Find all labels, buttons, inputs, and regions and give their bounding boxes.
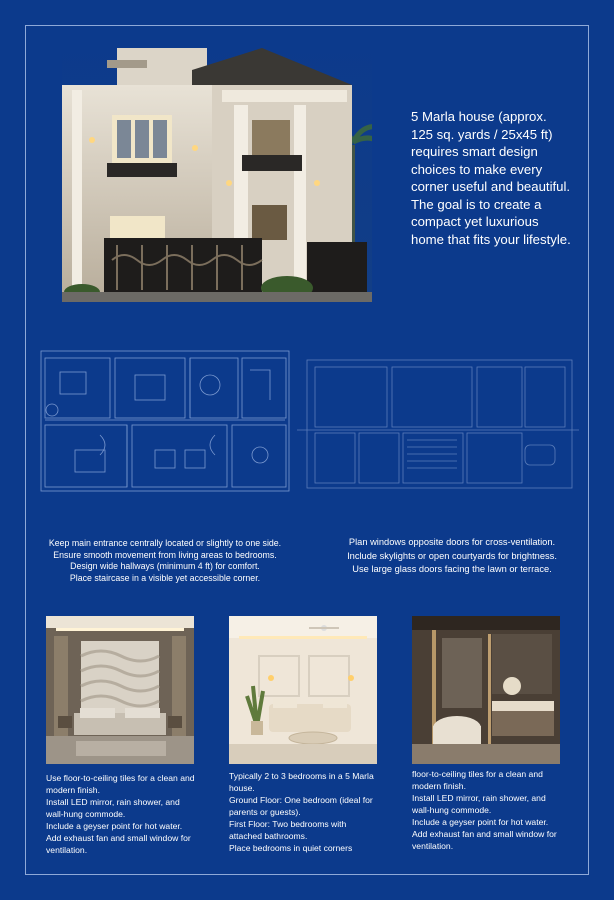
tip-line: Use large glass doors facing the lawn or terrace. — [352, 564, 552, 574]
tip-line: Ensure smooth movement from living areas to bedrooms. — [53, 549, 277, 560]
furnished-floor-plan — [40, 350, 290, 492]
house-exterior-image — [62, 30, 372, 302]
caption-line: Use floor-to-ceiling tiles for a clean and modern finish. — [46, 773, 195, 795]
intro-paragraph: 5 Marla house (approx. 125 sq. yards / 25x45 ft) requires smart design choices to make every corner useful and beautiful. The goal is to create a compact yet luxurious home that fits your lifestyle. — [411, 109, 571, 247]
caption-line: Ground Floor: One bedroom (ideal for parents or guests). — [229, 795, 373, 817]
tip-line: Keep main entrance centrally located or slightly to one side. — [48, 538, 282, 548]
caption-line: Place bedrooms in quiet corners — [229, 843, 353, 853]
caption-line: Add exhaust fan and small window for ventilation. — [46, 833, 191, 855]
bathroom-caption — [412, 768, 562, 852]
caption-line: Add exhaust fan and small window for ventilation. — [412, 829, 557, 851]
caption-line: Install LED mirror, rain shower, and wall-hung commode. — [46, 797, 180, 819]
tip-line: Include skylights or open courtyards for brightness. — [347, 550, 557, 561]
tip-line: Design wide hallways (minimum 4 ft) for comfort. — [70, 561, 260, 571]
living-room-caption — [229, 770, 379, 854]
lighting-tips — [324, 536, 580, 577]
caption-line: Include a geyser point for hot water. — [46, 821, 183, 831]
caption-line: Include a geyser point for hot water. — [412, 817, 549, 827]
living-room-image — [229, 616, 377, 764]
caption-line: floor-to-ceiling tiles for a clean and modern finish. — [412, 769, 543, 791]
caption-line: Typically 2 to 3 bedrooms in a 5 Marla house. — [229, 771, 374, 793]
caption-line: First Floor: Two bedrooms with attached bathrooms. — [229, 819, 347, 841]
bedroom-caption — [46, 772, 196, 856]
floor-plan-layout — [297, 355, 579, 495]
circulation-tips — [40, 538, 290, 584]
bedroom-image — [46, 616, 194, 764]
bathroom-image — [412, 616, 560, 764]
tip-line: Plan windows opposite doors for cross-ventilation. — [348, 537, 556, 547]
tip-line: Place staircase in a visible yet accessible corner. — [69, 572, 261, 583]
caption-line: Install LED mirror, rain shower, and wall-hung commode. — [412, 793, 546, 815]
